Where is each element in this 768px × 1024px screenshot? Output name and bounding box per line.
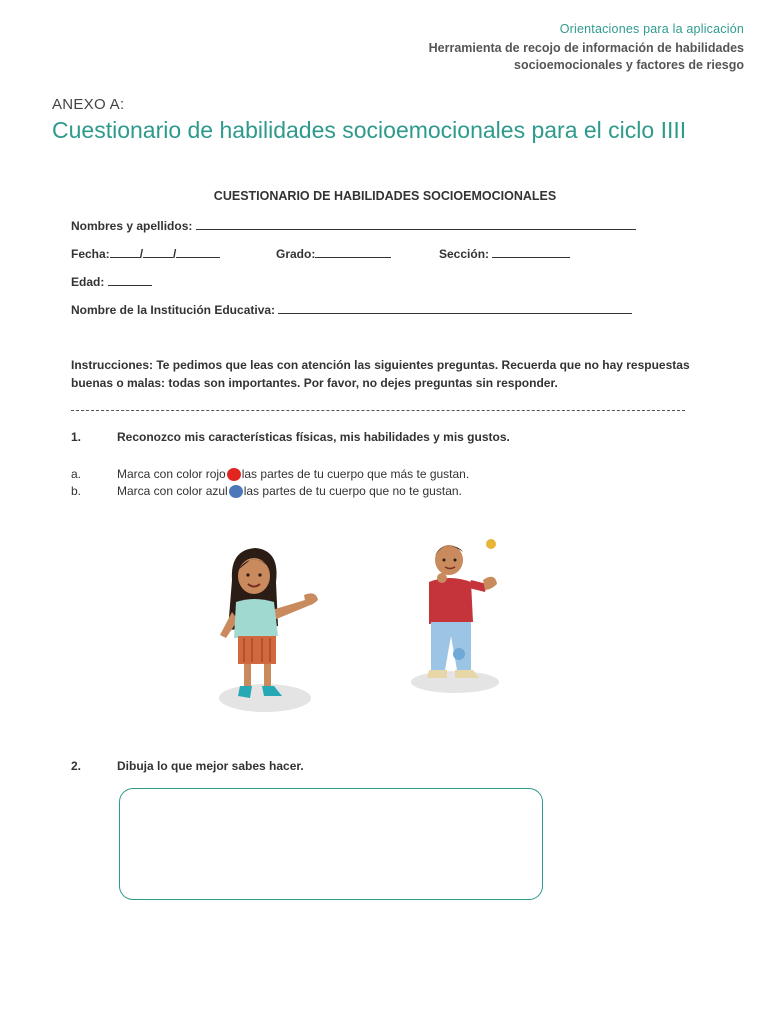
date-field — [71, 245, 220, 261]
school-label: Nombre de la Institución Educativa: — [71, 303, 276, 317]
question-1-text: Reconozco mis características físicas, mis habilidades y mis gustos. — [117, 430, 510, 444]
annex-title: Cuestionario de habilidades socioemocionales para el ciclo IIII — [52, 117, 687, 143]
item-a-text-end: las partes de tu cuerpo que más te gustan. — [241, 467, 470, 481]
red-marker-icon — [227, 468, 241, 481]
questionnaire-title: CUESTIONARIO DE HABILIDADES SOCIOEMOCIONALES — [213, 189, 557, 203]
date-day-blank[interactable] — [110, 245, 140, 258]
date-separator: / — [173, 247, 177, 261]
date-separator: / — [139, 247, 144, 261]
name-label: Nombres y apellidos: — [71, 219, 193, 233]
age-label: Edad: — [71, 275, 105, 289]
dashed-divider — [71, 410, 685, 411]
question-2-text: Dibuja lo que mejor sabes hacer. — [117, 759, 304, 773]
section-label: Sección: — [439, 247, 490, 261]
blue-marker-icon — [229, 485, 243, 498]
item-b-letter: b. — [71, 484, 82, 498]
age-field — [71, 273, 152, 289]
item-a-text-start: Marca con color rojo — [117, 467, 226, 481]
girl-illustration[interactable] — [210, 540, 340, 718]
header-subtitle: Orientaciones para la aplicación — [559, 22, 744, 36]
item-a-letter: a. — [71, 467, 82, 481]
header-title — [429, 40, 744, 74]
instructions: Instrucciones: Te pedimos que leas con atención las siguientes preguntas. Recuerda que no hay respuestas buenas o malas: todas son importantes. Por favor, no dejes preguntas sin responder. — [71, 358, 690, 390]
item-b — [117, 484, 462, 498]
date-label: Fecha: — [71, 247, 110, 261]
name-blank[interactable] — [196, 217, 636, 230]
boy-illustration[interactable] — [405, 536, 515, 696]
school-field — [71, 301, 632, 317]
name-field — [71, 217, 636, 233]
question-2-number: 2. — [71, 759, 82, 773]
grade-blank[interactable] — [315, 245, 391, 258]
header-title-line1: Herramienta de recojo de información de habilidades — [428, 41, 744, 55]
grade-field — [276, 245, 391, 261]
date-month-blank[interactable] — [143, 245, 173, 258]
header-title-line2: socioemocionales y factores de riesgo — [514, 58, 744, 72]
date-year-blank[interactable] — [176, 245, 220, 258]
item-b-text-end: las partes de tu cuerpo que no te gustan. — [243, 484, 462, 498]
age-blank[interactable] — [108, 273, 152, 286]
drawing-box[interactable] — [119, 788, 543, 900]
grade-label: Grado: — [276, 247, 316, 261]
item-b-text-start: Marca con color azul — [117, 484, 228, 498]
item-a — [117, 467, 469, 481]
annex-label: ANEXO A: — [52, 96, 125, 113]
question-1-number: 1. — [71, 430, 82, 444]
school-blank[interactable] — [278, 301, 632, 314]
section-blank[interactable] — [492, 245, 570, 258]
section-field — [439, 245, 570, 261]
